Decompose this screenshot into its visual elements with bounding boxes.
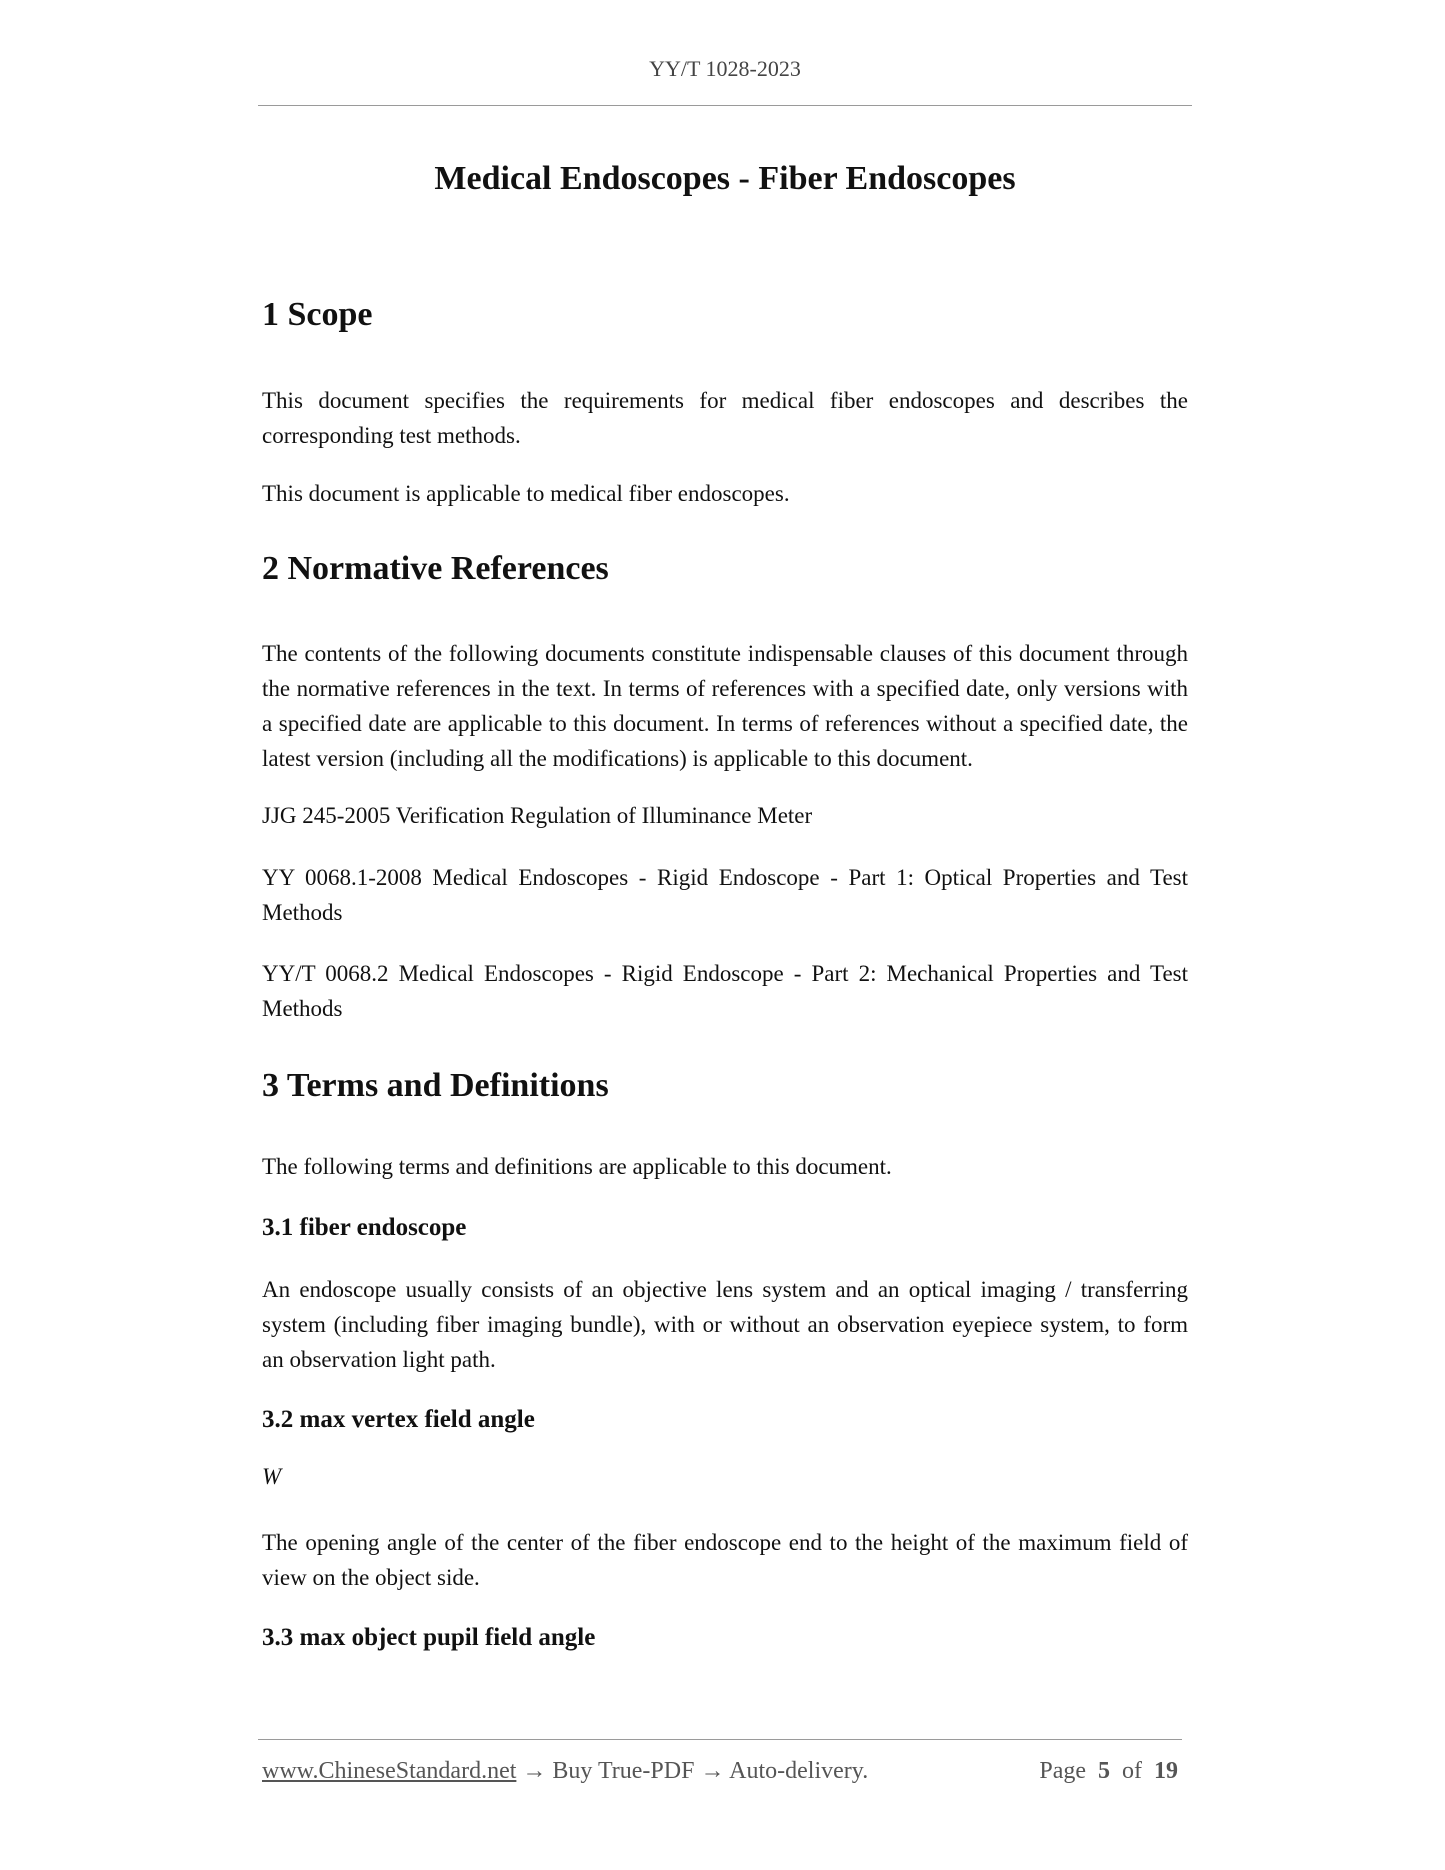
term-heading-3-1: 3.1 fiber endoscope bbox=[262, 1214, 467, 1241]
scope-paragraph-2: This document is applicable to medical fiber endoscopes. bbox=[262, 481, 790, 506]
reference-item: YY 0068.1-2008 Medical Endoscopes - Rigid Endoscope - Part 1: Optical Properties and Test Methods bbox=[262, 865, 1188, 925]
footer-rule bbox=[258, 1739, 1182, 1740]
header-rule bbox=[258, 105, 1192, 106]
heading-terms-definitions: 3 Terms and Definitions bbox=[262, 1067, 609, 1104]
term-definition-3-2: The opening angle of the center of the fiber endoscope end to the height of the maximum field of view on the object side. bbox=[262, 1530, 1188, 1590]
arrow-icon: → bbox=[522, 1758, 547, 1784]
current-page: 5 bbox=[1098, 1758, 1110, 1784]
scope-paragraph-1: This document specifies the requirements for medical fiber endoscopes and describes the corresponding test methods. bbox=[262, 388, 1188, 448]
term-symbol-3-2: W bbox=[262, 1464, 282, 1489]
of-label: of bbox=[1122, 1758, 1142, 1784]
normative-paragraph: The contents of the following documents constitute indispensable clauses of this document through the normative references in the text. In terms of references with a specified date, only versions with a specified date are applicable to this document. In terms of references without a specified date, the latest version (including all the modifications) is applicable to this document. bbox=[262, 641, 1188, 771]
page-header: YY/T 1028-2023 bbox=[649, 56, 801, 81]
term-heading-3-3: 3.3 max object pupil field angle bbox=[262, 1624, 596, 1651]
page-footer bbox=[262, 1758, 1182, 1790]
footer-buy-text: Buy True-PDF bbox=[552, 1758, 695, 1784]
reference-item: JJG 245-2005 Verification Regulation of Illuminance Meter bbox=[262, 803, 813, 828]
term-definition-3-1: An endoscope usually consists of an objective lens system and an optical imaging / transferring system (including fiber imaging bundle), with or without an observation eyepiece system, to form an observation light path. bbox=[262, 1277, 1188, 1372]
term-heading-3-2: 3.2 max vertex field angle bbox=[262, 1406, 535, 1433]
footer-promo bbox=[262, 1758, 868, 1785]
document-title: Medical Endoscopes - Fiber Endoscopes bbox=[434, 160, 1016, 197]
page-number bbox=[1039, 1758, 1178, 1785]
page-label: Page bbox=[1039, 1758, 1086, 1784]
terms-intro: The following terms and definitions are applicable to this document. bbox=[262, 1154, 892, 1179]
arrow-icon: → bbox=[700, 1758, 725, 1784]
total-pages: 19 bbox=[1154, 1758, 1178, 1784]
reference-item: YY/T 0068.2 Medical Endoscopes - Rigid Endoscope - Part 2: Mechanical Properties and Test Methods bbox=[262, 961, 1188, 1021]
footer-delivery-text: Auto-delivery. bbox=[729, 1758, 869, 1784]
footer-website-link[interactable]: www.ChineseStandard.net bbox=[262, 1758, 517, 1784]
heading-scope: 1 Scope bbox=[262, 296, 373, 333]
heading-normative-references: 2 Normative References bbox=[262, 550, 609, 587]
